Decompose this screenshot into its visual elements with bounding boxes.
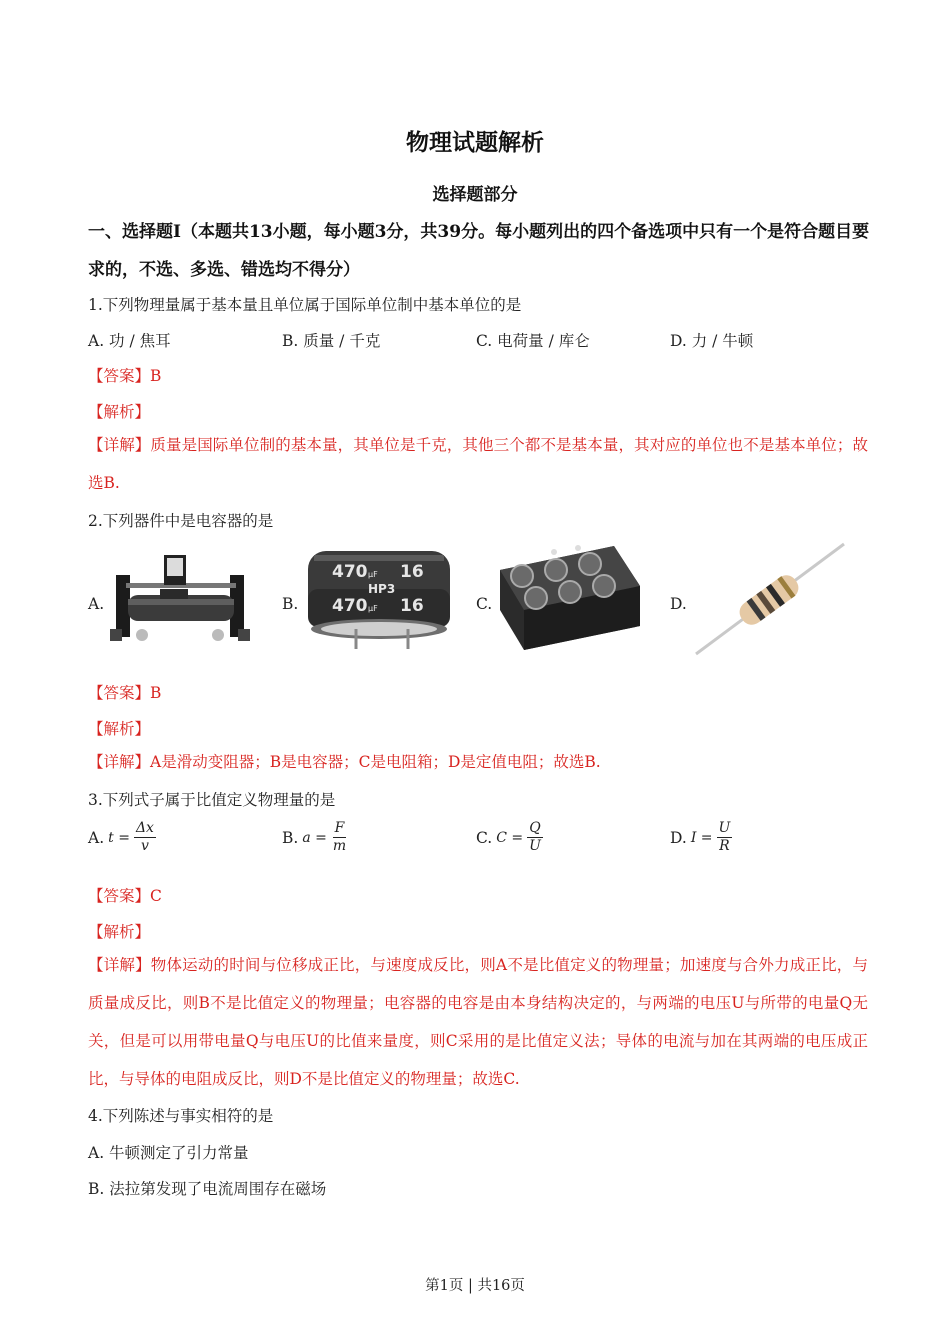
formula-d: I = $\frac{U}{R}$ bbox=[690, 820, 731, 854]
svg-text:16: 16 bbox=[400, 596, 424, 616]
question-1-detail: 【详解】质量是国际单位制的基本量，其单位是千克，其他三个都不是基本量，其对应的单位也不是基本单位；故选B. bbox=[88, 436, 868, 492]
svg-text:μF: μF bbox=[368, 570, 378, 579]
svg-text:μF: μF bbox=[368, 604, 378, 613]
resistance-box-image bbox=[494, 540, 644, 655]
question-1-answer: 【答案】B bbox=[88, 367, 162, 385]
question-2-analysis-tag: 【解析】 bbox=[88, 720, 151, 738]
question-2-stem: 2.下列器件中是电容器的是 bbox=[88, 512, 274, 530]
question-2-option-c-label: C. bbox=[476, 595, 493, 613]
question-3-stem: 3.下列式子属于比值定义物理量的是 bbox=[88, 791, 336, 809]
question-3-option-a: A. t = $\frac{\Delta x}{v}$ bbox=[88, 820, 154, 854]
question-2-detail: 【详解】A是滑动变阻器；B是电容器；C是电阻箱；D是定值电阻；故选B. bbox=[88, 753, 601, 771]
question-3-option-c: C. C = $\frac{Q}{U}$ bbox=[476, 820, 541, 854]
question-1-option-b: B. 质量 / 千克 bbox=[282, 332, 381, 350]
svg-text:470: 470 bbox=[332, 596, 368, 616]
section-subtitle: 选择题部分 bbox=[432, 185, 518, 205]
question-3-option-b: B. a = $\frac{F}{m}$ bbox=[282, 820, 347, 854]
formula-a: t = $\frac{\Delta x}{v}$ bbox=[108, 820, 154, 854]
page-title: 物理试题解析 bbox=[406, 129, 544, 156]
question-1-analysis-tag: 【解析】 bbox=[88, 403, 151, 421]
formula-b: a = $\frac{F}{m}$ bbox=[302, 820, 347, 854]
question-2-option-b-label: B. bbox=[282, 595, 299, 613]
svg-text:470: 470 bbox=[332, 562, 368, 582]
question-3-analysis-tag: 【解析】 bbox=[88, 923, 151, 941]
formula-c: C = $\frac{Q}{U}$ bbox=[496, 820, 541, 854]
question-3-detail: 【详解】物体运动的时间与位移成正比，与速度成反比，则A不是比值定义的物理量；加速度与合外力成正比，与质量成反比，则B不是比值定义的物理量；电容器的电容是由本身结构决定的，与两端的电压U与所带的电量Q无关，但是可以用带电量Q与电压U的比值来量度，则C采用的是比值定义法；导体的电流与加在其两端的电压成正比，与导体的电阻成反比，则D不是比值定义的物理量；故选C. bbox=[88, 956, 868, 1088]
page-footer: 第1页 | 共16页 bbox=[425, 1278, 525, 1294]
section-heading: 一、选择题Ⅰ（本题共13小题，每小题3分，共39分。每小题列出的四个备选项中只有一个是符合题目要求的，不选、多选、错选均不得分） bbox=[88, 222, 870, 280]
question-1-stem: 1.下列物理量属于基本量且单位属于国际单位制中基本单位的是 bbox=[88, 296, 522, 314]
question-3-answer: 【答案】C bbox=[88, 887, 162, 905]
question-2-option-a-label: A. bbox=[88, 595, 105, 613]
svg-text:16: 16 bbox=[400, 562, 424, 582]
question-4-option-b: B. 法拉第发现了电流周围存在磁场 bbox=[88, 1180, 327, 1198]
question-1-option-c: C. 电荷量 / 库仑 bbox=[476, 332, 590, 350]
question-3-option-d: D. I = $\frac{U}{R}$ bbox=[670, 820, 731, 854]
question-1-option-a: A. 功 / 焦耳 bbox=[88, 332, 171, 350]
question-4-stem: 4.下列陈述与事实相符的是 bbox=[88, 1107, 274, 1125]
capacitor-image bbox=[304, 545, 454, 655]
fixed-resistor-image bbox=[692, 540, 847, 658]
question-4-option-a: A. 牛顿测定了引力常量 bbox=[88, 1144, 249, 1162]
question-2-option-d-label: D. bbox=[670, 595, 687, 613]
question-1-option-d: D. 力 / 牛顿 bbox=[670, 332, 754, 350]
question-2-answer: 【答案】B bbox=[88, 684, 162, 702]
svg-text:HP3: HP3 bbox=[368, 582, 396, 596]
sliding-rheostat-image bbox=[106, 545, 256, 650]
